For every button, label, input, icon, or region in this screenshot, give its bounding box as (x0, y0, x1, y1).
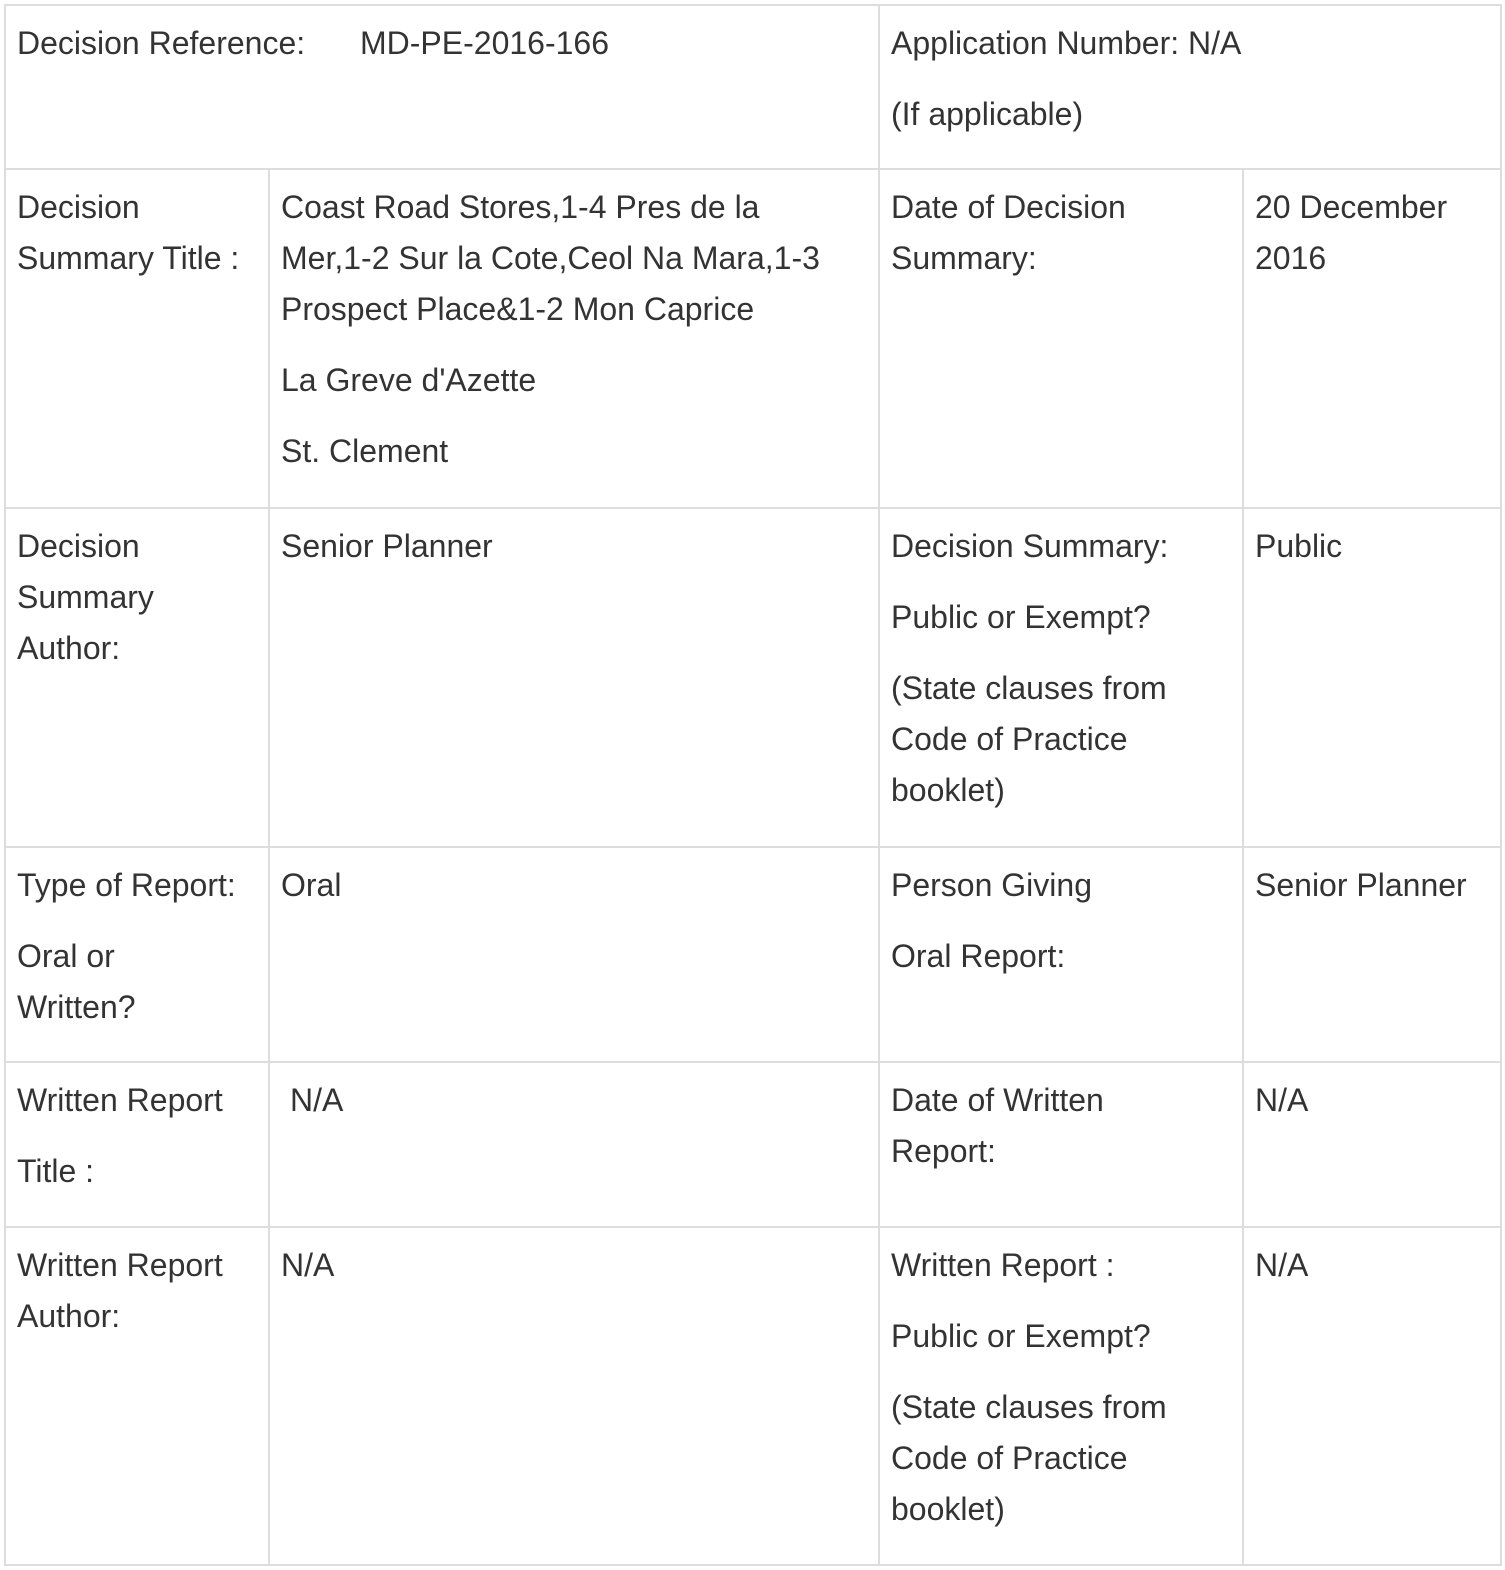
report-type-label: Written? (17, 989, 136, 1025)
summary-title-locality: La Greve d'Azette (281, 362, 537, 398)
summary-status-note: (State clauses from (891, 670, 1167, 706)
written-status-label-cell (879, 1227, 1243, 1565)
report-type-label: Oral or (17, 938, 115, 974)
decision-reference-label: Decision Reference: (17, 25, 306, 61)
decision-summary-table (4, 4, 1502, 1566)
written-title-label: Title : (17, 1153, 95, 1189)
table-row-written-title (5, 1062, 1501, 1227)
oral-reporter-label: Person Giving (891, 867, 1092, 903)
summary-status-value-cell (1243, 508, 1501, 847)
report-type-label: Type of Report: (17, 867, 236, 903)
decision-reference-value: MD-PE-2016-166 (360, 25, 609, 61)
written-author-value-cell (269, 1227, 879, 1565)
written-status-label: Written Report : (891, 1247, 1115, 1283)
table-row-written-author (5, 1227, 1501, 1565)
summary-author-label: Decision (17, 528, 140, 564)
summary-status-note: booklet) (891, 772, 1005, 808)
summary-title-parish: St. Clement (281, 433, 449, 469)
summary-status-label: Public or Exempt? (891, 599, 1151, 635)
oral-reporter-label-cell (879, 847, 1243, 1062)
summary-date-value: 2016 (1255, 240, 1327, 276)
summary-date-label-cell (879, 169, 1243, 508)
written-author-value: N/A (281, 1247, 335, 1283)
summary-title-value: Mer,1-2 Sur la Cote,Ceol Na Mara,1-3 (281, 240, 820, 276)
summary-title-label: Summary Title : (17, 240, 240, 276)
decision-reference-cell (5, 5, 879, 169)
written-status-value-cell (1243, 1227, 1501, 1565)
written-status-value: N/A (1255, 1247, 1309, 1283)
report-type-value: Oral (281, 867, 342, 903)
written-date-label-cell (879, 1062, 1243, 1227)
written-status-note: booklet) (891, 1491, 1005, 1527)
summary-author-label-cell (5, 508, 269, 847)
written-title-label-cell (5, 1062, 269, 1227)
written-author-label-cell (5, 1227, 269, 1565)
table-row-summary-author (5, 508, 1501, 847)
written-date-value: N/A (1255, 1082, 1309, 1118)
summary-status-label: Decision Summary: (891, 528, 1169, 564)
summary-author-value-cell (269, 508, 879, 847)
written-author-label: Author: (17, 1298, 121, 1334)
summary-title-value-cell (269, 169, 879, 508)
summary-date-label: Date of Decision (891, 189, 1126, 225)
summary-date-value: 20 December (1255, 189, 1448, 225)
oral-reporter-label: Oral Report: (891, 938, 1066, 974)
table-row-report-type (5, 847, 1501, 1062)
summary-status-value: Public (1255, 528, 1343, 564)
application-number: Application Number: N/A (891, 25, 1242, 61)
written-status-note: (State clauses from (891, 1389, 1167, 1425)
written-date-value-cell (1243, 1062, 1501, 1227)
report-type-value-cell (269, 847, 879, 1062)
written-status-note: Code of Practice (891, 1440, 1128, 1476)
oral-reporter-value: Senior Planner (1255, 867, 1467, 903)
table-row-summary-title (5, 169, 1501, 508)
table-row-header (5, 5, 1501, 169)
summary-status-note: Code of Practice (891, 721, 1128, 757)
summary-author-label: Summary (17, 579, 154, 615)
application-note: (If applicable) (891, 96, 1084, 132)
summary-title-label: Decision (17, 189, 140, 225)
report-type-label-cell (5, 847, 269, 1062)
written-status-label: Public or Exempt? (891, 1318, 1151, 1354)
written-date-label: Date of Written (891, 1082, 1104, 1118)
written-title-value-cell (269, 1062, 879, 1227)
application-number-cell (879, 5, 1501, 169)
summary-status-label-cell (879, 508, 1243, 847)
summary-title-label-cell (5, 169, 269, 508)
written-title-value: N/A (290, 1082, 344, 1118)
oral-reporter-value-cell (1243, 847, 1501, 1062)
summary-author-value: Senior Planner (281, 528, 493, 564)
written-title-label: Written Report (17, 1082, 223, 1118)
summary-title-value: Prospect Place&1-2 Mon Caprice (281, 291, 755, 327)
summary-author-label: Author: (17, 630, 121, 666)
summary-date-label: Summary: (891, 240, 1037, 276)
summary-date-value-cell (1243, 169, 1501, 508)
summary-title-value: Coast Road Stores,1-4 Pres de la (281, 189, 760, 225)
written-author-label: Written Report (17, 1247, 223, 1283)
written-date-label: Report: (891, 1133, 996, 1169)
